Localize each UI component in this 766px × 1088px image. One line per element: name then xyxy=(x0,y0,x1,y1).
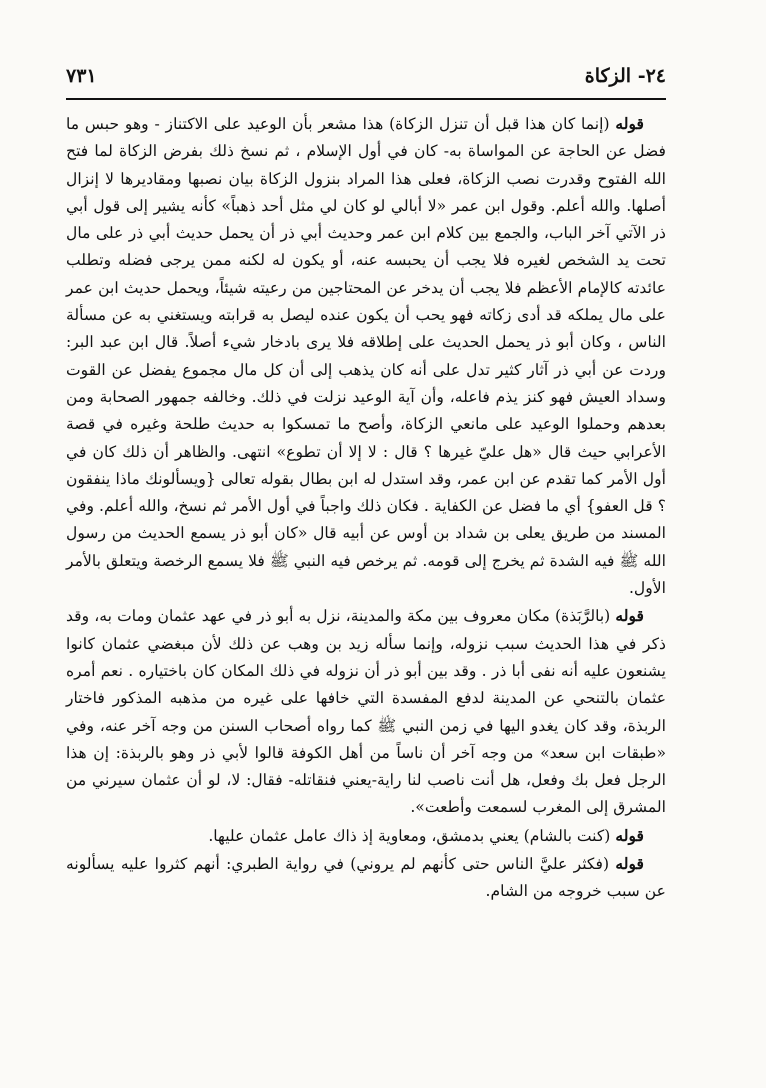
paragraph-keyword: قوله xyxy=(615,825,644,845)
paragraph-keyword: قوله xyxy=(615,854,644,874)
page-number: ٧٣١ xyxy=(66,65,97,87)
paragraph xyxy=(66,110,666,602)
paragraph-text: (بالرَّبَذة) مكان معروف بين مكة والمدينة، نزل به أبو ذر في عهد عثمان ومات به، وقد ذكر في هذا الحديث سبب نزوله، وإنما سأله زيد بن وهب عن ذلك لأن مبغضي عثمان كانوا يشنعون عليه أنه نفى أبا ذر . وقد بين أبو ذر أن نزوله في ذلك المكان كان باختياره . نعم أمره عثمان بالتنحي عن المدينة لدفع المفسدة التي خافها على غيره من مذهبه المذكور فاختار الربذة، وقد كان يغدو اليها في زمن النبي ﷺ كما رواه أصحاب السنن من وجه آخر عنه، وفي «طبقات ابن سعد» من وجه آخر أن ناساً من أهل الكوفة قالوا لأبي ذر وهو بالربذة: إن هذا الرجل فعل بك وفعل، هل أنت ناصب لنا راية-يعني فنقاتله- فقال: لا، لو أن عثمان سيرني من المشرق إلى المغرب لسمعت وأطعت». xyxy=(66,607,666,817)
paragraph xyxy=(66,822,666,850)
page-header xyxy=(66,58,666,94)
paragraph-keyword: قوله xyxy=(615,606,644,626)
commentary-body xyxy=(66,110,666,906)
chapter-title: ٢٤- الزكاة xyxy=(584,65,666,87)
paragraph-text: (إنما كان هذا قبل أن تنزل الزكاة) هذا مشعر بأن الوعيد على الاكتناز - وهو حبس ما فضل عن الحاجة عن المواساة به- كان في أول الإسلام ، ثم نسخ ذلك بفرض الزكاة لما فتح الله الفتوح وقدرت نصب الزكاة، فعلى هذا المراد بنزول الزكاة بيان نصبها ومقاديرها لا إنزال أصلها. والله أعلم. وقول ابن عمر «لا أبالي لو كان لي مثل أحد ذهباً» كأنه يشير إلى قول أبي ذر الآتي آخر الباب، والجمع بين كلام ابن عمر وحديث أبي ذر أن يحمل حديث أبي ذر على مال تحت يد الشخص لغيره فلا يجب أن يحبسه عنه، أو يكون له لكنه ممن يرجى فضله وتطلب عائدته كالإمام الأعظم فلا يجب أن يدخر عن المحتاجين من رعيته شيئاً، ويحمل حديث ابن عمر على مال يملكه قد أدى زكاته فهو يحب أن يكون عنده ليصل به قرابته ويستغني به عن مسألة الناس ، وكان أبو ذر يحمل الحديث على إطلاقه فلا يرى بادخار شيء أصلاً. قال ابن عبد البر: وردت عن أبي ذر آثار كثير تدل على أنه كان يذهب إلى أن كل مال مجموع يفضل عن القوت وسداد العيش فهو كنز يذم فاعله، وأن آية الوعيد نزلت في ذلك. وخالفه جمهور الصحابة ومن بعدهم وحملوا الوعيد على مانعي الزكاة، وأصح ما تمسكوا به حديث طلحة وغيره في قصة الأعرابي حيث قال «هل عليّ غيرها ؟ قال : لا إلا أن تطوع» انتهى. والظاهر أن ذلك كان في أول الأمر كما تقدم عن ابن عمر، وقد استدل له ابن بطال بقوله تعالى {ويسألونك ماذا ينفقون ؟ قل العفو} أي ما فضل عن الكفاية . فكان ذلك واجباً في أول الأمر ثم نسخ، والله أعلم. وفي المسند من طريق يعلى بن شداد بن أوس عن أبيه قال «كان أبو ذر يسمع الحديث من رسول الله ﷺ فيه الشدة ثم يخرج إلى قومه. ثم يرخص فيه النبي ﷺ فلا يسمع الرخصة ويتعلق بالأمر الأول. xyxy=(66,115,666,598)
header-divider xyxy=(66,98,666,100)
paragraph xyxy=(66,850,666,906)
paragraph-text: (فكثر عليَّ الناس حتى كأنهم لم يروني) في رواية الطبري: أنهم كثروا عليه يسألونه عن سبب خروجه من الشام. xyxy=(66,855,666,901)
paragraph-keyword: قوله xyxy=(615,114,644,133)
paragraph xyxy=(66,602,666,821)
paragraph-text: (كنت بالشام) يعني بدمشق، ومعاوية إذ ذاك عامل عثمان عليها. xyxy=(208,826,611,845)
